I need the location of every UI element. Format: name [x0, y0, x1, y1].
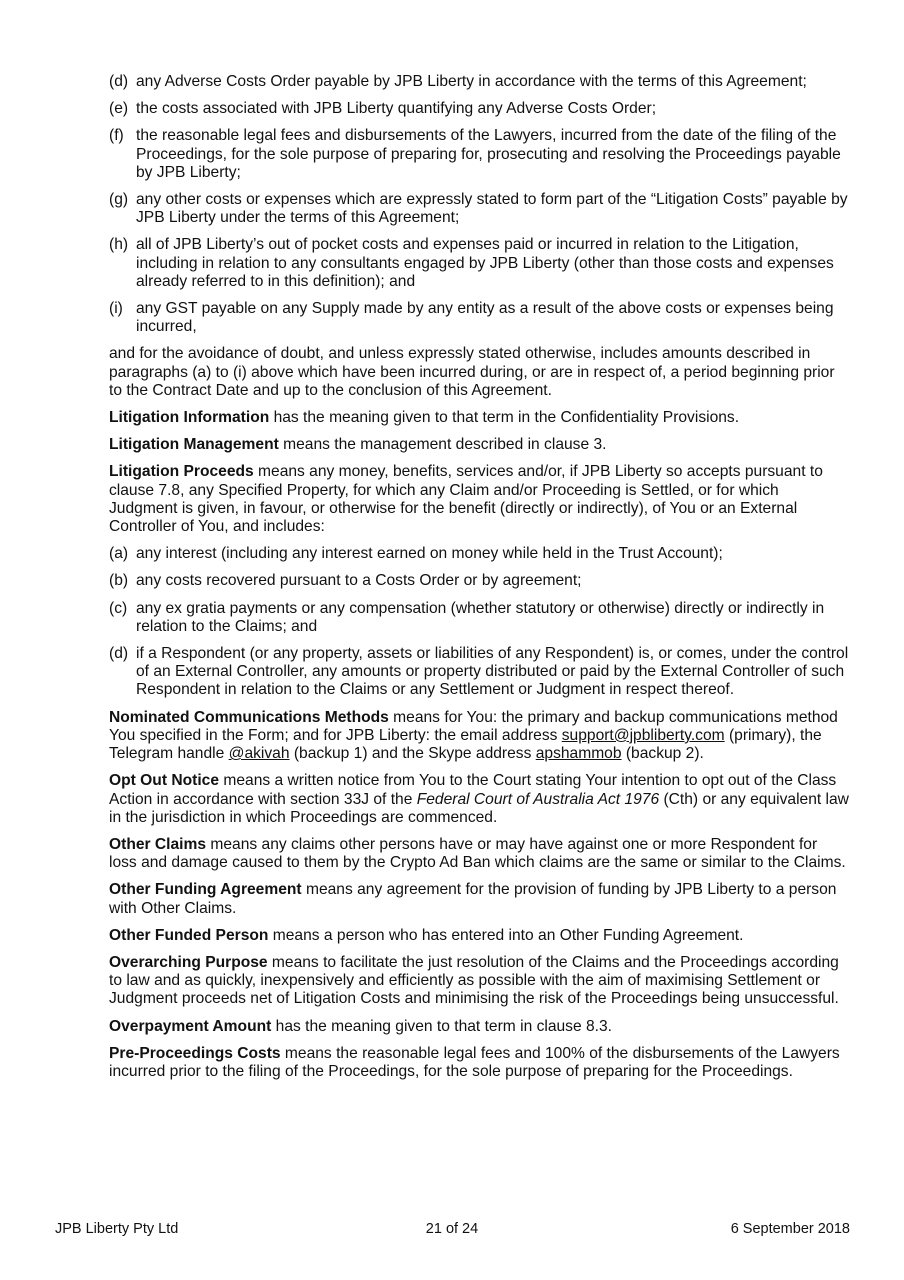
definition-other-funding-agreement — [109, 881, 849, 917]
page-body — [109, 73, 849, 1090]
list-item — [81, 645, 849, 700]
definition-text: means the management described in clause 3. — [278, 436, 607, 454]
defined-term: Pre-Proceedings Costs — [109, 1044, 281, 1062]
list-item-text: all of JPB Liberty’s out of pocket costs and expenses paid or incurred in relation to the Litigation, including in relation to any consultants engaged by JPB Liberty (other than those costs and expenses already referred to in this definition); and — [136, 236, 834, 290]
list-item-text: any costs recovered pursuant to a Costs Order or by agreement; — [136, 572, 582, 590]
definition-text: means a person who has entered into an Other Funding Agreement. — [268, 926, 744, 944]
list-item-label: (d) — [109, 645, 129, 663]
email-link[interactable]: support@jpbliberty.com — [561, 726, 725, 744]
list-item — [81, 100, 849, 118]
list-item — [81, 545, 849, 563]
list-item-text: any interest (including any interest earned on money while held in the Trust Account); — [136, 545, 723, 563]
avoidance-of-doubt-paragraph: and for the avoidance of doubt, and unless expressly stated otherwise, includes amounts described in paragraphs (a) to (i) above which have been incurred during, or are in respect of, a period beginning prior to the Contract Date and up to the conclusion of this Agreement. — [109, 345, 835, 399]
definition-text: (primary), the Telegram handle — [109, 726, 822, 763]
litigation-costs-list-continued — [109, 73, 849, 336]
defined-term: Nominated Communications Methods — [109, 708, 389, 726]
list-item — [81, 600, 849, 636]
definition-other-funded-person — [109, 927, 849, 945]
list-item — [81, 572, 849, 590]
definition-nominated-communications-methods — [109, 709, 849, 764]
telegram-handle-link[interactable]: @akivah — [228, 745, 290, 763]
list-item-text: any GST payable on any Supply made by any entity as a result of the above costs or expenses being incurred, — [136, 300, 834, 336]
list-item-text: if a Respondent (or any property, assets or liabilities of any Respondent) is, or comes, under the control of an External Controller, any amounts or property distributed or paid by the External Controller of such Respondent in relation to the Claims or any Settlement or Judgment in respect thereof. — [136, 645, 849, 699]
definition-text: means any claims other persons have or may have against one or more Respondent for loss and damage caused to them by the Crypto Ad Ban which claims are the same or similar to the Claims. — [109, 835, 846, 872]
list-item-label: (d) — [109, 73, 129, 90]
definition-overpayment-amount — [109, 1018, 849, 1036]
act-title: Federal Court of Australia Act 1976 — [416, 790, 660, 808]
list-item — [81, 127, 849, 182]
list-item-text: any Adverse Costs Order payable by JPB Liberty in accordance with the terms of this Agreement; — [136, 73, 807, 90]
defined-term: Other Funded Person — [109, 926, 269, 944]
list-item-label: (e) — [109, 100, 129, 118]
list-item — [81, 73, 849, 91]
list-item-text: any other costs or expenses which are expressly stated to form part of the “Litigation Costs” payable by JPB Liberty under the terms of this Agreement; — [136, 191, 848, 227]
definition-text: has the meaning given to that term in the Confidentiality Provisions. — [269, 409, 740, 427]
defined-term: Other Claims — [109, 835, 207, 853]
definition-text: means to facilitate the just resolution of the Claims and the Proceedings according to law and as quickly, inexpensively and efficiently as possible with the aim of maximising Settlement or Judgment proceeds net of Litigation Costs and minimising the risk of the Proceedings being unsuccessful. — [109, 953, 839, 1008]
footer-page-number: 21 of 24 — [425, 1221, 479, 1237]
skype-address-link[interactable]: apshammob — [535, 745, 622, 763]
defined-term: Litigation Proceeds — [109, 463, 254, 481]
definition-litigation-proceeds — [109, 463, 849, 536]
definition-opt-out-notice — [109, 772, 849, 827]
definition-text: means a written notice from You to the Court stating Your intention to opt out of the Class Action in accordance with section 33J of the — [109, 772, 837, 808]
definition-text: means any agreement for the provision of funding by JPB Liberty to a person with Other Claims. — [109, 881, 837, 917]
list-item — [81, 191, 849, 227]
definition-text: means any money, benefits, services and/or, if JPB Liberty so accepts pursuant to clause 7.8, any Specified Property, for which any Claim and/or Proceeding is Settled, or for which Judgment is given, in favour, or otherwise for the benefit (directly or indirectly), of You or an External Controller of You, and includes: — [109, 463, 823, 536]
defined-term: Opt Out Notice — [109, 772, 220, 790]
list-item — [81, 300, 849, 336]
defined-term: Litigation Management — [109, 436, 279, 454]
definition-text: (backup 1) and the Skype address — [289, 745, 536, 763]
list-item-label: (c) — [109, 599, 128, 617]
list-item-label: (a) — [109, 545, 129, 563]
list-item-text: the reasonable legal fees and disbursements of the Lawyers, incurred from the date of the filing of the Proceedings, for the sole purpose of preparing for, prosecuting and resolving the Proceedings payable by JPB Liberty; — [136, 127, 841, 181]
definition-litigation-information — [109, 409, 849, 427]
defined-term: Overpayment Amount — [109, 1017, 272, 1035]
list-item-label: (i) — [109, 300, 123, 318]
definition-text: means for You: the primary and backup communications method You specified in the Form; and for JPB Liberty: the email address — [109, 708, 838, 744]
list-item-label: (h) — [109, 236, 129, 254]
list-item — [81, 236, 849, 291]
footer-company-name: JPB Liberty Pty Ltd — [55, 1221, 179, 1237]
definition-text: (backup 2). — [621, 745, 704, 763]
list-item-label: (f) — [109, 127, 124, 145]
defined-term: Other Funding Agreement — [109, 881, 302, 899]
definition-overarching-purpose — [109, 954, 849, 1009]
definition-text: (Cth) or any equivalent law in the jurisdiction in which Proceedings are commenced. — [109, 790, 849, 826]
litigation-proceeds-list — [109, 545, 849, 699]
definition-text: means the reasonable legal fees and 100% of the disbursements of the Lawyers incurred prior to the filing of the Proceedings, for the sole purpose of preparing for the Proceedings. — [109, 1044, 840, 1080]
definition-litigation-management — [109, 436, 849, 454]
definition-text: has the meaning given to that term in clause 8.3. — [271, 1017, 612, 1035]
definition-other-claims — [109, 836, 849, 872]
list-item-text: the costs associated with JPB Liberty quantifying any Adverse Costs Order; — [136, 100, 657, 118]
list-item-label: (g) — [109, 191, 129, 209]
defined-term: Overarching Purpose — [109, 953, 268, 971]
list-item-label: (b) — [109, 572, 129, 590]
list-item-text: any ex gratia payments or any compensation (whether statutory or otherwise) directly or indirectly in relation to the Claims; and — [136, 599, 825, 635]
footer-date: 6 September 2018 — [730, 1221, 850, 1237]
definition-pre-proceedings-costs — [109, 1045, 849, 1081]
defined-term: Litigation Information — [109, 409, 270, 427]
